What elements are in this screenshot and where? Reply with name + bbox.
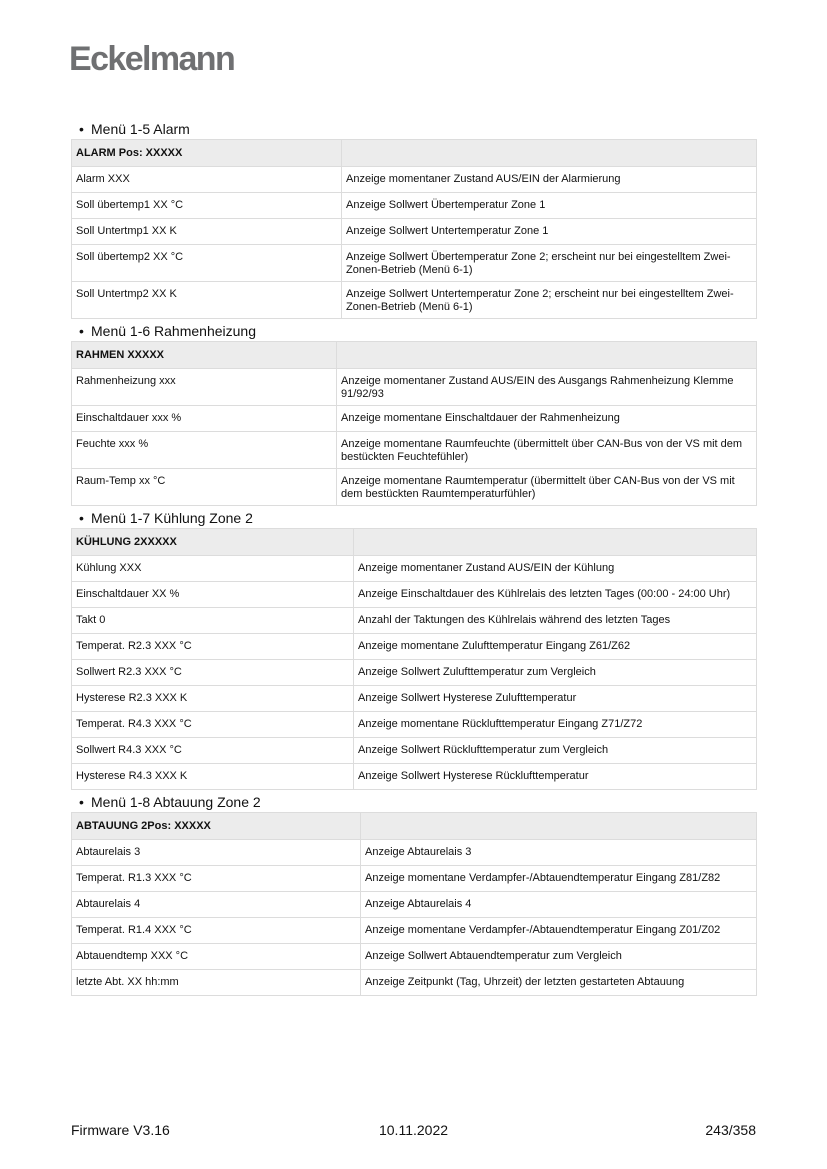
table-row: Feuchte xxx % Anzeige momentane Raumfeuchte (übermittelt über CAN-Bus von der VS mit dem bestückten Feuchtefühler)	[72, 432, 757, 469]
table-row: Einschaltdauer xxx % Anzeige momentane Einschaltdauer der Rahmenheizung	[72, 406, 757, 432]
table-row: Hysterese R2.3 XXX K Anzeige Sollwert Hysterese Zulufttemperatur	[72, 686, 757, 712]
table-row: Abtaurelais 3 Anzeige Abtaurelais 3	[72, 840, 757, 866]
table-header-row: KÜHLUNG 2XXXXX	[72, 529, 757, 556]
table-row: Hysterese R4.3 XXX K Anzeige Sollwert Hysterese Rücklufttemperatur	[72, 764, 757, 790]
table-row: Temperat. R1.4 XXX °C Anzeige momentane Verdampfer-/Abtauendtemperatur Eingang Z01/Z02	[72, 918, 757, 944]
table-row: Einschaltdauer XX % Anzeige Einschaltdauer des Kühlrelais des letzten Tages (00:00 - 24:00 Uhr)	[72, 582, 757, 608]
document-body	[71, 119, 756, 998]
firmware-version: Firmware V3.16	[71, 1122, 170, 1138]
table-row: Temperat. R1.3 XXX °C Anzeige momentane Verdampfer-/Abtauendtemperatur Eingang Z81/Z82	[72, 866, 757, 892]
table-row: letzte Abt. XX hh:mm Anzeige Zeitpunkt (Tag, Uhrzeit) der letzten gestarteten Abtauung	[72, 970, 757, 996]
table-kuehlung	[71, 528, 757, 790]
table-abtauung	[71, 812, 757, 996]
document-date: 10.11.2022	[378, 1122, 449, 1138]
page-number: 243/358	[705, 1122, 756, 1138]
table-row: Temperat. R4.3 XXX °C Anzeige momentane Rücklufttemperatur Eingang Z71/Z72	[72, 712, 757, 738]
table-row: Soll Untertmp1 XX K Anzeige Sollwert Untertemperatur Zone 1	[72, 219, 757, 245]
bullet-icon: •	[79, 121, 84, 137]
section-heading-abtauung: • Menü 1-8 Abtauung Zone 2	[79, 794, 261, 810]
table-alarm	[71, 139, 757, 319]
table-row: Rahmenheizung xxx Anzeige momentaner Zustand AUS/EIN des Ausgangs Rahmenheizung Klemme 91/92/93	[72, 369, 757, 406]
bullet-icon: •	[79, 510, 84, 526]
eckelmann-logo: Eckelmann	[69, 40, 235, 78]
table-row: Abtaurelais 4 Anzeige Abtaurelais 4	[72, 892, 757, 918]
section-heading-alarm: • Menü 1-5 Alarm	[79, 121, 190, 137]
table-row: Temperat. R2.3 XXX °C Anzeige momentane Zulufttemperatur Eingang Z61/Z62	[72, 634, 757, 660]
table-row: Kühlung XXX Anzeige momentaner Zustand AUS/EIN der Kühlung	[72, 556, 757, 582]
table-header-row: ABTAUUNG 2Pos: XXXXX	[72, 813, 757, 840]
table-row: Takt 0 Anzahl der Taktungen des Kühlrelais während des letzten Tages	[72, 608, 757, 634]
table-row: Soll übertemp2 XX °C Anzeige Sollwert Übertemperatur Zone 2; erscheint nur bei eingestelltem Zwei-Zonen-Betrieb (Menü 6-1)	[72, 245, 757, 282]
section-heading-kuehlung: • Menü 1-7 Kühlung Zone 2	[79, 510, 253, 526]
table-row: Abtauendtemp XXX °C Anzeige Sollwert Abtauendtemperatur zum Vergleich	[72, 944, 757, 970]
table-row: Soll Untertmp2 XX K Anzeige Sollwert Untertemperatur Zone 2; erscheint nur bei eingestelltem Zwei-Zonen-Betrieb (Menü 6-1)	[72, 282, 757, 319]
table-row: Soll übertemp1 XX °C Anzeige Sollwert Übertemperatur Zone 1	[72, 193, 757, 219]
table-row: Raum-Temp xx °C Anzeige momentane Raumtemperatur (übermittelt über CAN-Bus von der VS mit dem bestückten Raumtemperaturfühler)	[72, 469, 757, 506]
table-rahmenheizung	[71, 341, 757, 506]
section-heading-rahmenheizung: • Menü 1-6 Rahmenheizung	[79, 323, 256, 339]
page-footer	[71, 1122, 756, 1140]
table-row: Sollwert R4.3 XXX °C Anzeige Sollwert Rücklufttemperatur zum Vergleich	[72, 738, 757, 764]
table-header-row: RAHMEN XXXXX	[72, 342, 757, 369]
table-row: Sollwert R2.3 XXX °C Anzeige Sollwert Zulufttemperatur zum Vergleich	[72, 660, 757, 686]
bullet-icon: •	[79, 323, 84, 339]
table-row: Alarm XXX Anzeige momentaner Zustand AUS/EIN der Alarmierung	[72, 167, 757, 193]
table-header-row: ALARM Pos: XXXXX	[72, 140, 757, 167]
bullet-icon: •	[79, 794, 84, 810]
